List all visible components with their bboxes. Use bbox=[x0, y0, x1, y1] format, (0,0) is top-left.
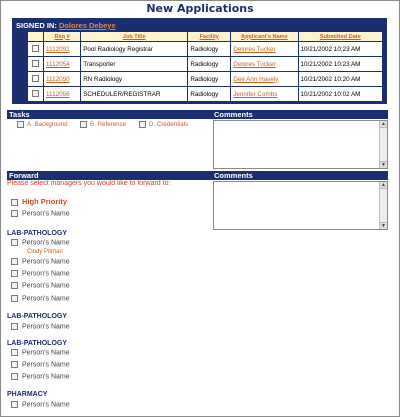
person-checkbox[interactable] bbox=[11, 239, 18, 246]
person-checkbox[interactable] bbox=[11, 323, 18, 330]
manager-name: Cindy Pitman bbox=[27, 249, 63, 255]
page-title: New Applications bbox=[146, 2, 254, 15]
scroll-up-icon[interactable]: ▲ bbox=[381, 182, 386, 188]
forward-prompt: Please select managers you would like to forward to: bbox=[7, 180, 171, 187]
task-label: B. Reference bbox=[90, 121, 127, 129]
row-select-checkbox[interactable] bbox=[32, 45, 39, 52]
job-title-cell: SCHEDULER/REGISTRAR bbox=[81, 87, 188, 102]
high-priority-option[interactable] bbox=[11, 197, 67, 206]
facility-cell: Radiology bbox=[188, 72, 231, 87]
column-header-facility[interactable]: Facility bbox=[188, 32, 231, 42]
req-link[interactable]: 1112056 bbox=[46, 90, 70, 98]
person-checkbox[interactable] bbox=[11, 210, 18, 217]
group-heading-lab-pathology: LAB-PATHOLOGY bbox=[7, 340, 68, 347]
row-select-checkbox[interactable] bbox=[32, 90, 39, 97]
applicant-link[interactable]: Delores Tucker bbox=[233, 45, 276, 53]
req-link[interactable]: 1112054 bbox=[46, 60, 70, 68]
facility-cell: Radiology bbox=[188, 42, 231, 57]
job-title-cell: Transporter bbox=[81, 57, 188, 72]
person-checkbox[interactable] bbox=[11, 401, 18, 408]
group-heading-pharmacy: PHARMACY bbox=[7, 391, 48, 398]
column-header-applicant[interactable]: Applicant's Name bbox=[231, 32, 298, 42]
person-option[interactable] bbox=[11, 270, 70, 277]
person-label: Person's Name bbox=[22, 349, 70, 357]
person-option[interactable] bbox=[11, 349, 70, 356]
person-option[interactable] bbox=[11, 239, 70, 246]
job-title-cell: Pool Radiology Registrar bbox=[81, 42, 188, 57]
person-checkbox[interactable] bbox=[11, 270, 18, 277]
person-option[interactable] bbox=[11, 295, 70, 302]
row-select-checkbox[interactable] bbox=[32, 75, 39, 82]
column-header-job-title[interactable]: Job Title bbox=[81, 32, 188, 42]
table-header-row bbox=[28, 32, 383, 42]
facility-cell: Radiology bbox=[188, 57, 231, 72]
applicant-link[interactable]: Jennifer Combs bbox=[233, 90, 278, 98]
high-priority-checkbox[interactable] bbox=[11, 199, 18, 206]
signed-in-panel bbox=[12, 18, 387, 104]
job-title-cell: RN Radiology bbox=[81, 72, 188, 87]
applications-table bbox=[27, 31, 383, 102]
task-checkbox[interactable] bbox=[17, 121, 24, 128]
person-option[interactable] bbox=[11, 258, 70, 265]
person-checkbox[interactable] bbox=[11, 373, 18, 380]
person-checkbox[interactable] bbox=[11, 295, 18, 302]
req-link[interactable]: 1112050 bbox=[46, 75, 70, 83]
signed-in-header bbox=[16, 21, 116, 30]
select-column-header bbox=[28, 32, 44, 42]
person-label: Person's Name bbox=[22, 373, 70, 381]
scroll-up-icon[interactable]: ▲ bbox=[381, 121, 386, 127]
task-checkbox[interactable] bbox=[139, 121, 146, 128]
person-label: Person's Name bbox=[22, 258, 70, 266]
task-label: A. Background bbox=[27, 121, 68, 129]
submitted-date-cell: 10/21/2002 10:02 AM bbox=[298, 87, 382, 102]
row-select-checkbox[interactable] bbox=[32, 60, 39, 67]
person-option[interactable] bbox=[11, 323, 70, 330]
column-header-date[interactable]: Submitted Date bbox=[298, 32, 382, 42]
applicant-link[interactable]: Dee Ann Havely bbox=[233, 75, 279, 83]
scroll-down-icon[interactable]: ▼ bbox=[381, 162, 386, 168]
table-row bbox=[28, 42, 383, 57]
person-checkbox[interactable] bbox=[11, 361, 18, 368]
person-label: Person's Name bbox=[22, 282, 70, 290]
person-option[interactable] bbox=[11, 373, 70, 380]
person-option[interactable] bbox=[11, 401, 70, 408]
person-option[interactable] bbox=[11, 210, 70, 217]
task-option-credentials[interactable] bbox=[139, 121, 188, 128]
task-checkbox[interactable] bbox=[80, 121, 87, 128]
forward-comments-textarea[interactable] bbox=[213, 181, 388, 230]
facility-cell: Radiology bbox=[188, 87, 231, 102]
group-heading-lab-pathology: LAB-PATHOLOGY bbox=[7, 230, 68, 237]
person-option[interactable] bbox=[11, 361, 70, 368]
tasks-comments-textarea[interactable] bbox=[213, 120, 388, 169]
table-row bbox=[28, 57, 383, 72]
task-label: D. Credentials bbox=[149, 121, 189, 129]
tasks-comments-scrollbar[interactable] bbox=[379, 121, 387, 168]
person-label: Person's Name bbox=[22, 239, 70, 247]
signed-in-user-link[interactable]: Dolores Debeye bbox=[58, 21, 116, 30]
person-label: Person's Name bbox=[22, 401, 70, 409]
submitted-date-cell: 10/21/2002 10:23 AM bbox=[298, 42, 382, 57]
applicant-link[interactable]: Delores Tucker bbox=[233, 60, 276, 68]
group-heading-lab-pathology: LAB-PATHOLOGY bbox=[7, 313, 68, 320]
forward-comments-header: Comments bbox=[212, 171, 388, 180]
forward-header: Forward bbox=[7, 171, 212, 180]
person-label: Person's Name bbox=[22, 295, 70, 303]
person-label: Person's Name bbox=[22, 270, 70, 278]
forward-comments-scrollbar[interactable] bbox=[379, 182, 387, 229]
tasks-comments-header: Comments bbox=[212, 110, 388, 119]
person-checkbox[interactable] bbox=[11, 282, 18, 289]
scroll-down-icon[interactable]: ▼ bbox=[381, 223, 386, 229]
person-label: Person's Name bbox=[22, 361, 70, 369]
req-link[interactable]: 1112092 bbox=[46, 45, 70, 53]
person-option[interactable] bbox=[11, 282, 70, 289]
high-priority-label: High Priority bbox=[22, 197, 68, 206]
tasks-header: Tasks bbox=[7, 110, 212, 119]
table-row bbox=[28, 72, 383, 87]
signed-in-label: SIGNED IN: bbox=[16, 21, 57, 30]
person-checkbox[interactable] bbox=[11, 349, 18, 356]
submitted-date-cell: 10/21/2002 10:23 AM bbox=[298, 57, 382, 72]
column-header-req[interactable]: Req # bbox=[44, 32, 81, 42]
submitted-date-cell: 10/21/2002 10:20 AM bbox=[298, 72, 382, 87]
person-checkbox[interactable] bbox=[11, 258, 18, 265]
person-label: Person's Name bbox=[22, 323, 70, 331]
table-row bbox=[28, 87, 383, 102]
task-option-reference[interactable] bbox=[80, 121, 126, 128]
task-option-background[interactable] bbox=[17, 121, 68, 128]
person-label: Person's Name bbox=[22, 210, 70, 218]
